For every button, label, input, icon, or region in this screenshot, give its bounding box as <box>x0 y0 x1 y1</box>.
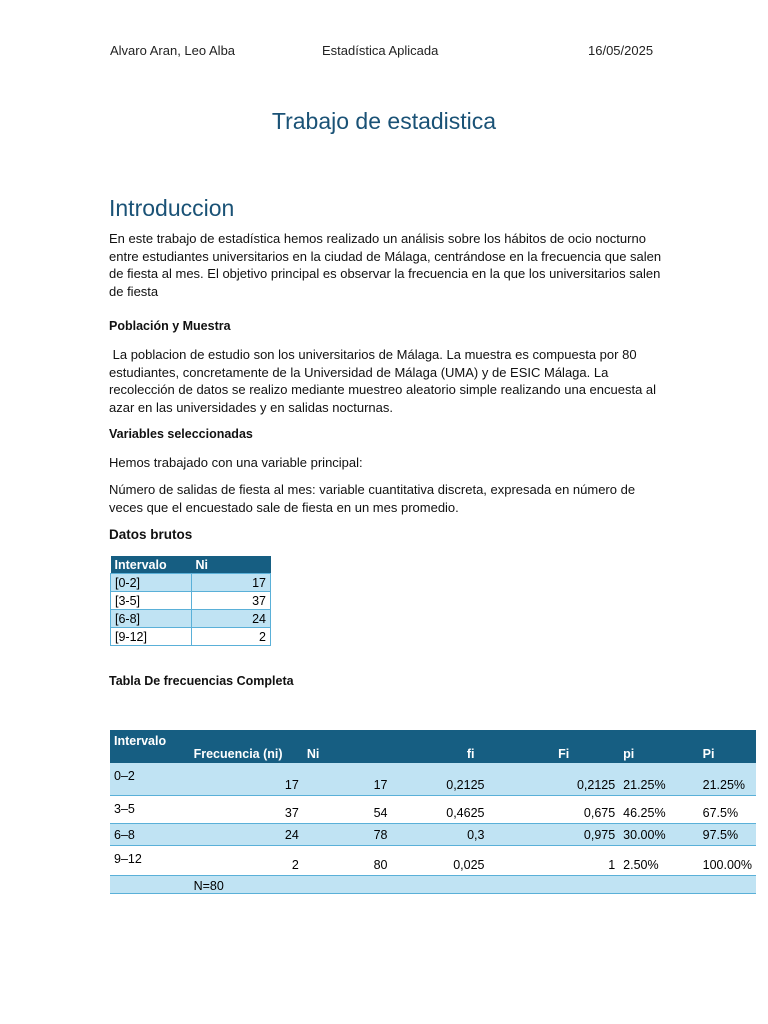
table-cell: 0,675 <box>488 795 619 823</box>
table-cell: 17 <box>190 763 303 795</box>
column-header: Intervalo <box>110 730 190 763</box>
table-cell: 2 <box>192 628 271 646</box>
table-row <box>110 845 756 875</box>
column-header: Pi <box>699 730 756 763</box>
table-row <box>110 823 756 845</box>
table-row <box>111 574 271 592</box>
variables-text-1: Hemos trabajado con una variable principal: <box>109 455 363 470</box>
table-cell: 6–8 <box>110 823 190 845</box>
column-header: fi <box>392 730 489 763</box>
table-cell: 0,975 <box>488 823 619 845</box>
table-cell: 2 <box>190 845 303 875</box>
table-cell <box>303 875 392 893</box>
column-header: Intervalo <box>111 556 192 574</box>
table-cell <box>392 875 489 893</box>
table-cell <box>699 875 756 893</box>
table-cell: 21.25% <box>619 763 698 795</box>
table-cell: 0,3 <box>392 823 489 845</box>
column-header: pi <box>619 730 698 763</box>
table-cell: 1 <box>488 845 619 875</box>
table-cell: 54 <box>303 795 392 823</box>
table-row <box>111 592 271 610</box>
total-count: N=80 <box>190 875 303 893</box>
table-cell: 37 <box>192 592 271 610</box>
intro-heading: Introduccion <box>109 195 235 221</box>
raw-data-heading: Datos brutos <box>109 527 193 542</box>
variables-text-2: Número de salidas de fiesta al mes: variable cuantitativa discreta, expresada en número de veces que el encuestado sale de fiesta en un mes promedio. <box>109 482 636 515</box>
table-cell: 17 <box>303 763 392 795</box>
table-cell: 17 <box>192 574 271 592</box>
column-header: Frecuencia (ni) <box>190 730 303 763</box>
table-cell: 3–5 <box>110 795 190 823</box>
table-cell: 46.25% <box>619 795 698 823</box>
header-date: 16/05/2025 <box>588 43 654 58</box>
variables-heading: Variables seleccionadas <box>109 427 253 441</box>
table-cell <box>619 875 698 893</box>
population-text: La poblacion de estudio son los universitarios de Málaga. La muestra es compuesta por 80 estudiantes, concretamente de la Universidad de Málaga (UMA) y de ESIC Málaga. La recolección de datos se realizo mediante muestreo aleatorio simple realizando una encuesta al azar en las universidades y en salidas nocturnas. <box>109 347 660 415</box>
table-cell: [6-8] <box>111 610 192 628</box>
table-cell: 97.5% <box>699 823 756 845</box>
table-cell: 24 <box>190 823 303 845</box>
table-cell <box>110 875 190 893</box>
column-header: Ni <box>303 730 392 763</box>
raw-data-table <box>110 556 271 646</box>
header-subject: Estadística Aplicada <box>322 43 439 58</box>
table-cell: [9-12] <box>111 628 192 646</box>
table-cell: [3-5] <box>111 592 192 610</box>
frequency-table <box>110 730 756 894</box>
table-cell: 37 <box>190 795 303 823</box>
table-cell: 30.00% <box>619 823 698 845</box>
table-cell: 21.25% <box>699 763 756 795</box>
table-cell: 2.50% <box>619 845 698 875</box>
table-cell: 0,4625 <box>392 795 489 823</box>
table-header-row <box>110 730 756 763</box>
table-cell: [0-2] <box>111 574 192 592</box>
table-footer-row <box>110 875 756 893</box>
table-cell <box>488 875 619 893</box>
intro-text: En este trabajo de estadística hemos realizado un análisis sobre los hábitos de ocio nocturno entre estudiantes universitarios en la ciudad de Málaga, centrándose en la frecuencia que salen de fiesta al mes. El objetivo principal es observar la frecuencia en la que los universitarios salen de fiesta <box>109 231 662 299</box>
table-row <box>110 795 756 823</box>
table-cell: 24 <box>192 610 271 628</box>
document-title: Trabajo de estadistica <box>271 108 497 134</box>
table-cell: 80 <box>303 845 392 875</box>
table-row <box>111 628 271 646</box>
table-cell: 0–2 <box>110 763 190 795</box>
column-header: Ni <box>192 556 271 574</box>
table-cell: 0,025 <box>392 845 489 875</box>
header-authors: Alvaro Aran, Leo Alba <box>110 43 236 58</box>
table-header-row <box>111 556 271 574</box>
freq-table-heading: Tabla De frecuencias Completa <box>109 674 294 688</box>
table-cell: 0,2125 <box>488 763 619 795</box>
column-header: Fi <box>488 730 619 763</box>
population-heading: Población y Muestra <box>109 319 231 333</box>
table-cell: 67.5% <box>699 795 756 823</box>
table-row <box>111 610 271 628</box>
table-cell: 78 <box>303 823 392 845</box>
table-cell: 9–12 <box>110 845 190 875</box>
table-row <box>110 763 756 795</box>
table-cell: 0,2125 <box>392 763 489 795</box>
table-cell: 100.00% <box>699 845 756 875</box>
